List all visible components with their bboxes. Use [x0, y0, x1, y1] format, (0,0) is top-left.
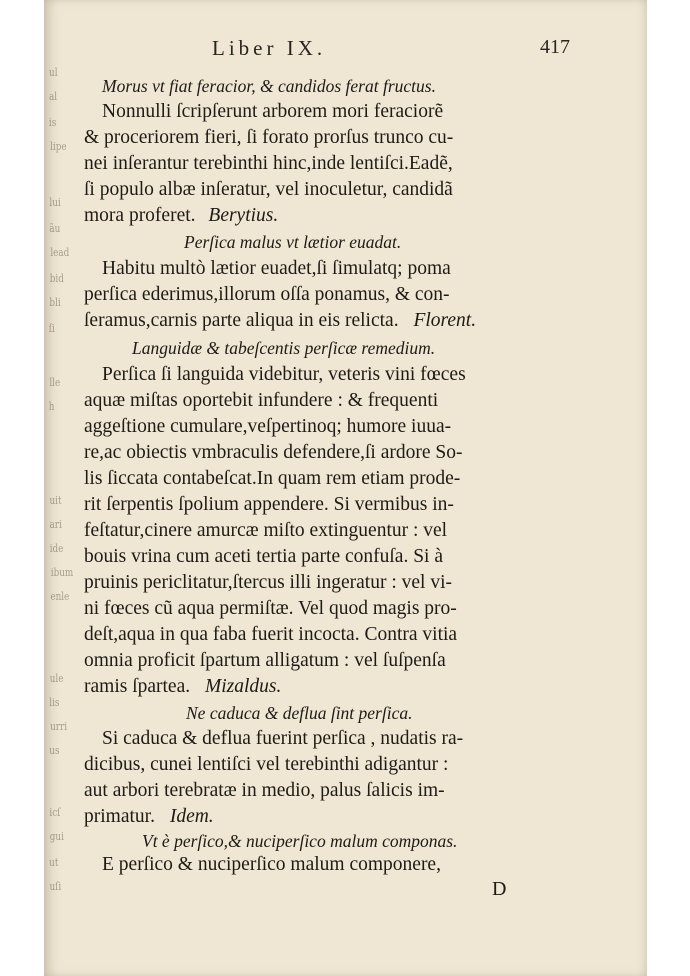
bleed-fragment: ibum: [50, 566, 74, 579]
source-citation: Idem.: [169, 806, 214, 827]
text-line: aquæ miſtas oportebit infundere : & frequenti: [84, 390, 439, 411]
text-run: primatur.: [84, 806, 155, 827]
book-page: [44, 0, 647, 976]
source-citation: Florent.: [413, 310, 477, 331]
bleed-fragment: icſ: [49, 806, 61, 819]
bleed-fragment: enle: [50, 590, 70, 603]
text-line: feſtatur,cinere amurcæ miſto extinguentur : vel: [84, 520, 448, 541]
text-line: bouis vrina cum aceti tertia parte confuſa. Si à: [84, 546, 443, 567]
text-line: omnia proficit ſpartum alligatum : vel ſuſpenſa: [84, 650, 446, 671]
section-heading: Morus vt fiat feracior, & candidos ferat fructus.: [102, 76, 436, 96]
text-line: Si caduca & deflua fuerint perſica , nudatis ra-: [102, 728, 464, 749]
bleed-fragment: ul: [49, 66, 58, 79]
text-line: pruinis periclitatur,ſtercus illi ingeratur : vel vi-: [84, 572, 452, 593]
text-line: Nonnulli ſcripſerunt arborem mori feraciorẽ: [102, 101, 444, 122]
text-line: perſica ederimus,illorum oſſa ponamus, & con-: [84, 284, 450, 305]
bleed-fragment: lead: [50, 246, 70, 259]
text-line: Habitu multò lætior euadet,ſi ſimulatq; poma: [102, 258, 451, 279]
text-line: aut arbori terebratæ in medio, palus ſalicis im-: [84, 780, 445, 801]
bleed-fragment: urri: [50, 720, 68, 733]
section-heading: Vt è perſico,& nuciperſico malum componas.: [142, 831, 458, 851]
section-heading: Perſica malus vt lætior euadat.: [184, 232, 402, 252]
text-line: rit ſerpentis ſpolium appendere. Si vermibus in-: [84, 494, 454, 515]
source-citation: Mizaldus.: [205, 676, 282, 697]
bleed-fragment: bli: [49, 296, 61, 309]
bleed-fragment: ari: [49, 518, 62, 531]
text-run: mora proferet.: [84, 205, 196, 226]
bleed-fragment: uſi: [49, 880, 62, 893]
page-number: 417: [540, 36, 570, 58]
text-line: & proceriorem fieri, ſi forato prorſus trunco cu-: [84, 127, 454, 148]
bleed-fragment: al: [49, 90, 58, 103]
text-run: ſeramus,carnis parte aliqua in eis relicta.: [84, 310, 399, 331]
bleed-fragment: ide: [49, 542, 64, 555]
page-header: [84, 36, 604, 64]
text-line: deſt,aqua in qua faba fuerit incocta. Contra vitia: [84, 624, 458, 645]
text-line: [84, 307, 476, 335]
text-line: aggeſtione cumulare,veſpertinoq; humore iuua-: [84, 416, 452, 437]
bleed-fragment: us: [49, 744, 60, 757]
bleed-fragment: is: [48, 116, 57, 129]
bleed-fragment: bid: [49, 272, 64, 285]
text-line: dicibus, cunei lentiſci vel terebinthi adigantur :: [84, 754, 449, 775]
bleed-fragment: lipe: [50, 140, 67, 153]
bleed-fragment: lui: [49, 196, 61, 209]
bleed-fragment: ut: [49, 856, 59, 869]
section-heading: Languidæ & tabeſcentis perſicæ remedium.: [132, 338, 436, 358]
text-line: E perſico & nuciperſico malum componere,: [102, 854, 441, 875]
section-heading: Ne caduca & deflua ſint perſica.: [186, 703, 413, 723]
text-line: [84, 202, 278, 230]
bleed-fragment: ule: [49, 672, 64, 685]
source-citation: Berytius.: [208, 205, 279, 226]
running-title: Liber IX.: [212, 36, 327, 60]
signature-mark: D: [492, 878, 507, 900]
bleed-fragment: lle: [49, 376, 61, 389]
text-run: ramis ſpartea.: [84, 676, 191, 697]
bleed-fragment: uit: [49, 494, 62, 507]
bleed-through-margin: [44, 0, 74, 976]
text-line: lis ſiccata contabeſcat.In quam rem etiam prode-: [84, 468, 461, 489]
text-line: [84, 673, 281, 701]
text-line: Perſica ſi languida videbitur, veteris vini fœces: [102, 364, 466, 385]
bleed-fragment: gui: [49, 830, 64, 843]
bleed-fragment: lis: [49, 696, 60, 709]
text-line: ſi populo albæ inſeratur, vel inoculetur, candidã: [84, 179, 453, 200]
text-line: nei inſerantur terebinthi hinc,inde lentiſci.Eadẽ,: [84, 153, 453, 174]
bleed-fragment: h: [48, 400, 55, 413]
bleed-fragment: ſi: [48, 322, 55, 335]
text-line: ni fœces cũ aqua permiſtæ. Vel quod magis pro-: [84, 598, 457, 619]
text-line: re,ac obiectis vmbraculis defendere,ſi ardore So-: [84, 442, 463, 463]
bleed-fragment: ãu: [49, 222, 61, 235]
